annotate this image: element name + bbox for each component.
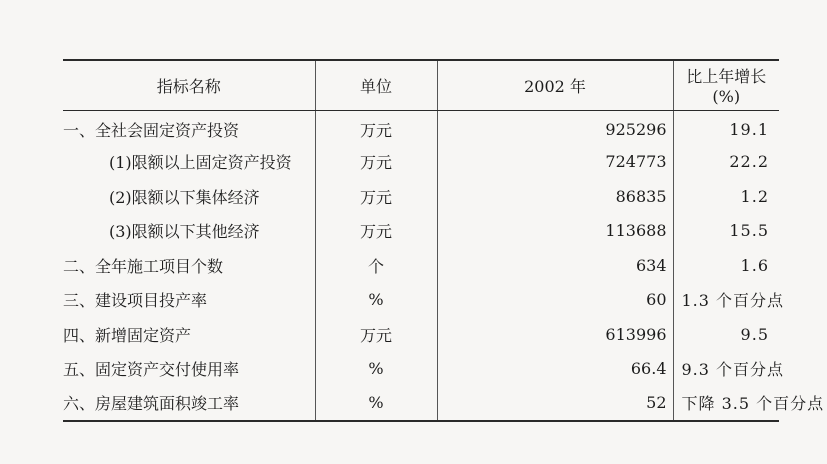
growth-cell: 下降 3.5 个百分点 [673,386,779,421]
value-cell: 86835 [437,179,673,214]
table-row [63,179,779,214]
value-cell: 60 [437,283,673,318]
indicator-name-cell: 五、固定资产交付使用率 [63,360,240,380]
table-row [63,317,779,352]
value-cell: 66.4 [437,352,673,387]
indicator-name-cell: 三、建设项目投产率 [63,291,208,311]
header-indicator-name: 指标名称 [63,60,315,110]
growth-cell: 9.5 [673,317,779,352]
unit-cell: 万元 [315,214,437,249]
value-cell: 724773 [437,145,673,180]
value-cell: 925296 [437,110,673,145]
unit-cell: 万元 [315,110,437,145]
table-row [63,110,779,145]
growth-cell: 1.6 [673,248,779,283]
unit-cell: 个 [315,248,437,283]
indicator-name-cell: (2)限额以下集体经济 [109,187,260,207]
indicator-name-cell: (3)限额以下其他经济 [109,222,260,242]
indicator-name-cell: 四、新增固定资产 [63,325,192,345]
table-row [63,283,779,318]
unit-cell: 万元 [315,145,437,180]
unit-cell: 万元 [315,179,437,214]
value-cell: 113688 [437,214,673,249]
growth-cell: 15.5 [673,214,779,249]
value-cell: 613996 [437,317,673,352]
indicator-name-cell: 二、全年施工项目个数 [63,256,224,276]
unit-cell: % [315,283,437,318]
table-header-row [63,60,779,110]
indicator-name-cell: (1)限额以上固定资产投资 [109,153,292,173]
growth-cell: 9.3 个百分点 [673,352,779,387]
table-row [63,214,779,249]
growth-cell: 22.2 [673,145,779,180]
table-row [63,248,779,283]
value-cell: 52 [437,386,673,421]
unit-cell: % [315,352,437,387]
indicator-name-cell: 六、房屋建筑面积竣工率 [63,386,315,421]
table-row [63,386,779,421]
indicator-name-cell: 一、全社会固定资产投资 [63,121,240,140]
table-body [63,110,825,421]
unit-cell: % [315,386,437,421]
header-unit: 单位 [315,60,437,110]
table-row [63,145,779,180]
header-growth: 比上年增长(%) [673,60,779,110]
growth-cell: 1.3 个百分点 [673,283,779,318]
header-year-value: 2002 年 [437,60,673,110]
growth-cell: 19.1 [673,110,779,145]
table-row [63,352,779,387]
unit-cell: 万元 [315,317,437,352]
growth-cell: 1.2 [673,179,779,214]
value-cell: 634 [437,248,673,283]
statistics-table [63,59,825,422]
